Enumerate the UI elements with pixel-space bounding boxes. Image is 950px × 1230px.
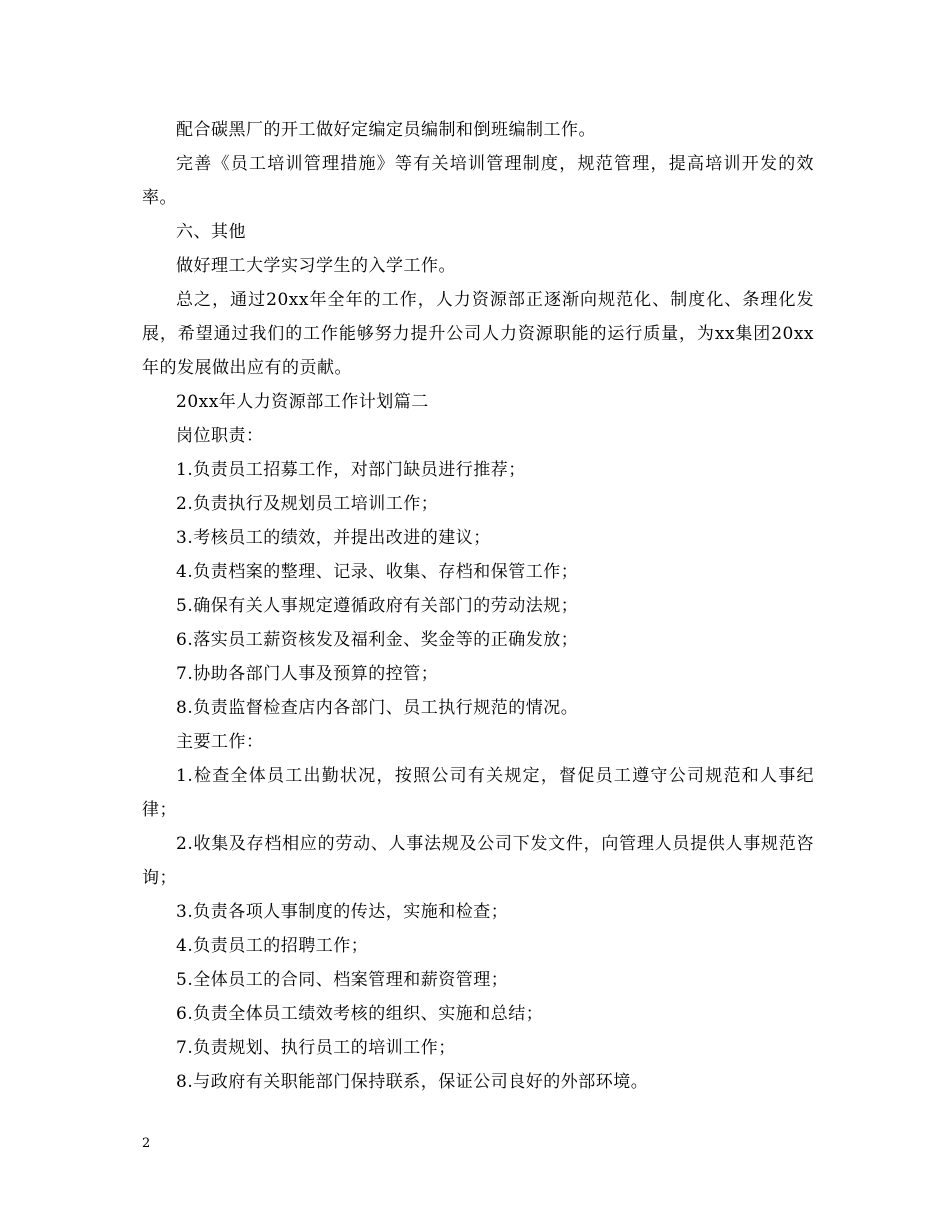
list-item: 8.与政府有关职能部门保持联系，保证公司良好的外部环境。	[176, 1072, 649, 1092]
list-item: 8.负责监督检查店内各部门、员工执行规范的情况。	[176, 698, 579, 718]
list-item: 4.负责档案的整理、记录、收集、存档和保管工作；	[176, 562, 579, 582]
list-item: 1.负责员工招募工作，对部门缺员进行推荐；	[176, 460, 526, 480]
list-item: 7.负责规划、执行员工的培训工作；	[176, 1038, 456, 1058]
list-item: 5.全体员工的合同、档案管理和薪资管理；	[176, 970, 509, 990]
section-heading: 六、其他	[176, 222, 246, 242]
list-item: 7.协助各部门人事及预算的控管；	[176, 664, 439, 684]
subheading: 岗位职责：	[176, 426, 264, 446]
paragraph: 做好理工大学实习学生的入学工作。	[176, 256, 456, 276]
list-item: 4.负责员工的招聘工作；	[176, 936, 369, 956]
paragraph: 配合碳黑厂的开工做好定编定员编制和倒班编制工作。	[176, 120, 596, 140]
page-number: 2	[142, 1136, 151, 1151]
list-item: 3.考核员工的绩效，并提出改进的建议；	[176, 528, 491, 548]
section-title: 20xx年人力资源部工作计划篇二	[176, 392, 429, 412]
list-item: 2.负责执行及规划员工培训工作；	[176, 494, 439, 514]
list-item: 6.负责全体员工绩效考核的组织、实施和总结；	[176, 1004, 544, 1024]
list-item: 5.确保有关人事规定遵循政府有关部门的劳动法规；	[176, 596, 579, 616]
list-item: 6.落实员工薪资核发及福利金、奖金等的正确发放；	[176, 630, 579, 650]
list-item: 3.负责各项人事制度的传达，实施和检查；	[176, 902, 509, 922]
list-item: 2.收集及存档相应的劳动、人事法规及公司下发文件，向管理人员提供人事规范咨询；	[142, 834, 814, 888]
subheading: 主要工作：	[176, 732, 264, 752]
paragraph: 完善《员工培训管理措施》等有关培训管理制度，规范管理，提高培训开发的效率。	[142, 154, 814, 208]
list-item: 1.检查全体员工出勤状况，按照公司有关规定，督促员工遵守公司规范和人事纪律；	[142, 766, 814, 820]
paragraph: 总之，通过20xx年全年的工作，人力资源部正逐渐向规范化、制度化、条理化发展，希望通过我们的工作能够努力提升公司人力资源职能的运行质量，为xx集团20xx年的发展做出应有的贡献。	[142, 290, 814, 378]
document-body	[142, 113, 814, 1099]
